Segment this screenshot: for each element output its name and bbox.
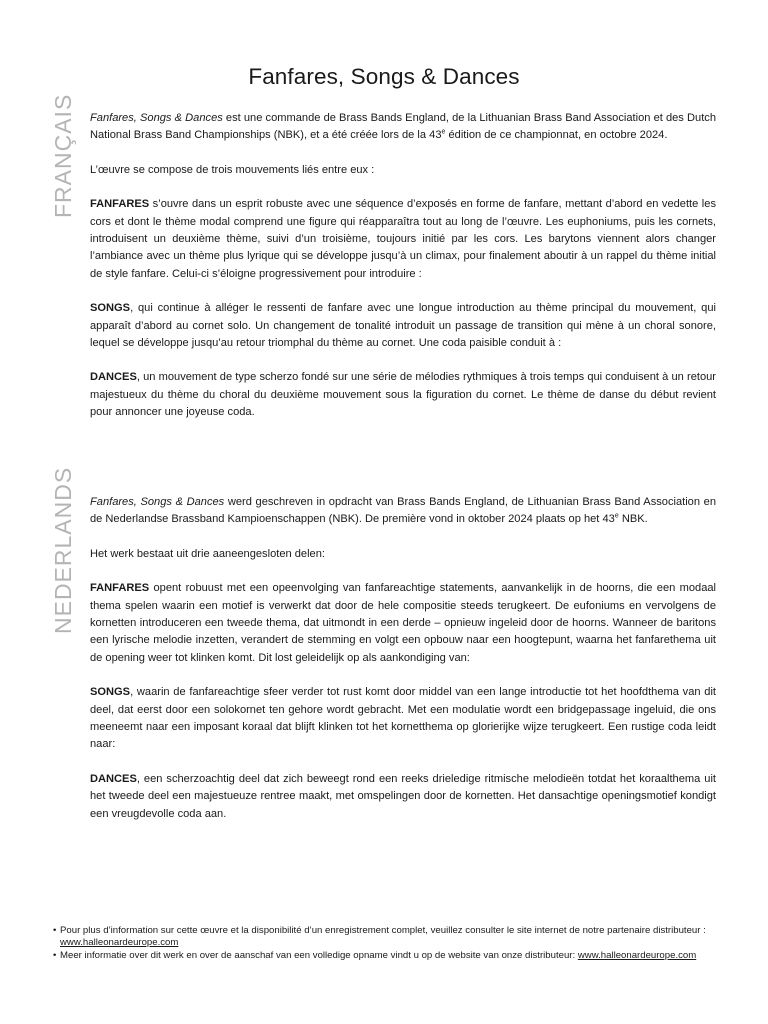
work-title-italic: Fanfares, Songs & Dances — [90, 496, 225, 508]
bullet-icon: • — [53, 925, 57, 936]
page-title: Fanfares, Songs & Dances — [248, 64, 520, 89]
intro-text: werd geschreven in opdracht van Brass Bands England, de Lithuanian Brass Band Association en de Nederlandse Brassband Kampioenschappen (NBK). De première vond in oktober 2024 plaats op het 43 — [90, 496, 716, 526]
intro-text-end: édition de ce championnat, en octobre 2024. — [445, 129, 668, 142]
section-francais — [90, 110, 716, 439]
movement-name: FANFARES — [90, 582, 150, 595]
intro-text-end: NBK. — [618, 513, 648, 526]
movement-name: SONGS — [90, 686, 131, 699]
movement-name: DANCES — [90, 772, 137, 785]
movement-paragraph-dances — [90, 771, 716, 823]
movement-name: SONGS — [90, 302, 131, 315]
bullet-icon: • — [53, 950, 57, 962]
overview-paragraph: L’œuvre se compose de trois mouvements liés entre eux : — [90, 163, 375, 176]
movement-text: , waarin de fanfareachtige sfeer verder tot rust komt door middel van een lange introductie tot het hoofdthema van dit deel, dat eerst door een solokornet ten gehore wordt gebracht. Met een modulatie wordt een bridgepassage ingeluid, die ons meeneemt naar een imposant koraal dat blijft klinken tot het kornetthema op glorierijke wijze terugkeert. Een rustige coda leidt naar: — [90, 686, 716, 751]
footnote-nederlands — [53, 950, 723, 962]
ordinal-superscript: e — [441, 128, 446, 136]
movement-paragraph-songs — [90, 300, 716, 352]
intro-paragraph — [90, 494, 716, 529]
footnote-text: Pour plus d’information sur cette œuvre et la disponibilité d’un enregistrement complet, veuillez consulter le site internet de notre partenaire distributeur : — [60, 925, 706, 936]
movement-name: DANCES — [90, 371, 137, 384]
distributor-link[interactable]: www.halleonardeurope.com — [60, 937, 179, 949]
overview-paragraph: Het werk bestaat uit drie aaneengesloten delen: — [90, 547, 325, 560]
footnotes — [53, 925, 723, 964]
language-label-nederlands: NEDERLANDS — [50, 466, 76, 634]
movement-text: opent robuust met een opeenvolging van fanfareachtige statements, aanvankelijk in de hoorns, die een modaal thema spelen waarin een motief is verwerkt dat door de hele compositie steeds terugkeert. De eufoniums en vervolgens de kornetten introduceren een tweede thema, dat uitmondt in een derde – opnieuw ingeleid door de hoorns. Wanneer de baritons een lyrische melodie inzetten, verandert de stemming en volgt een opbouw naar een hoogtepunt, waarna het fanfarethema uit de opening weer tot klinken komt. Dit lost geleidelijk op als aankondiging van: — [90, 582, 716, 664]
movement-paragraph-fanfares — [90, 196, 716, 283]
footnote-text: Meer informatie over dit werk en over de aanschaf van een volledige opname vindt u op de website van onze distributeur: — [60, 950, 578, 962]
footnote-francais — [53, 925, 723, 949]
work-title-italic: Fanfares, Songs & Dances — [90, 112, 223, 124]
movement-paragraph-dances — [90, 369, 716, 421]
movement-text: , een scherzoachtig deel dat zich beweegt rond een reeks drieledige ritmische melodieën totdat het koraalthema uit het tweede deel een majestueuze rentree maakt, met omspelingen door de kornetten. Het dansachtige openingsmotief kondigt een vreugdevolle coda aan. — [90, 772, 716, 820]
ordinal-superscript: e — [614, 512, 619, 520]
language-label-francais: FRANÇAIS — [50, 93, 76, 218]
movement-text: s’ouvre dans un esprit robuste avec une séquence d’exposés en forme de fanfare, mettant d’abord en vedette les cors et dont le thème modal comprend une figure qui réapparaîtra tout au long de l’œuvre. Les euphoniums, puis les cornets, introduisent un deuxième thème, suivi d’un troisième, toujours initié par les cors. Les barytons viennent alors changer l’ambiance avec un thème plus lyrique qui se développe jusqu’à un climax, pour finalement aboutir à un rappel du thème initial de style fanfare. Celui-ci s’éloigne progressivement pour introduire : — [90, 198, 716, 280]
movement-name: FANFARES — [90, 198, 150, 211]
movement-text: , qui continue à alléger le ressenti de fanfare avec une longue introduction au thème principal du mouvement, qui apparaît d’abord au cornet solo. Un changement de tonalité introduit un passage de transition qui mène à un choral sonore, lequel se développe jusqu’au retour triomphal du thème au cornet. Une coda paisible conduit à : — [90, 302, 716, 350]
intro-text: est une commande de Brass Bands England, de la Lithuanian Brass Band Association et des Dutch National Brass Band Championships (NBK), et a été créée lors de la 43 — [90, 112, 716, 142]
movement-paragraph-fanfares — [90, 580, 716, 667]
intro-paragraph — [90, 110, 716, 145]
distributor-link[interactable]: www.halleonardeurope.com — [577, 950, 697, 962]
section-nederlands — [90, 494, 716, 840]
movement-paragraph-songs — [90, 684, 716, 754]
movement-text: , un mouvement de type scherzo fondé sur une série de mélodies rythmiques à trois temps qui conduisent à un retour majestueux du thème du choral du deuxième mouvement sous la figuration du cornet. Le thème de danse du début revient pour annoncer une joyeuse coda. — [90, 371, 716, 419]
